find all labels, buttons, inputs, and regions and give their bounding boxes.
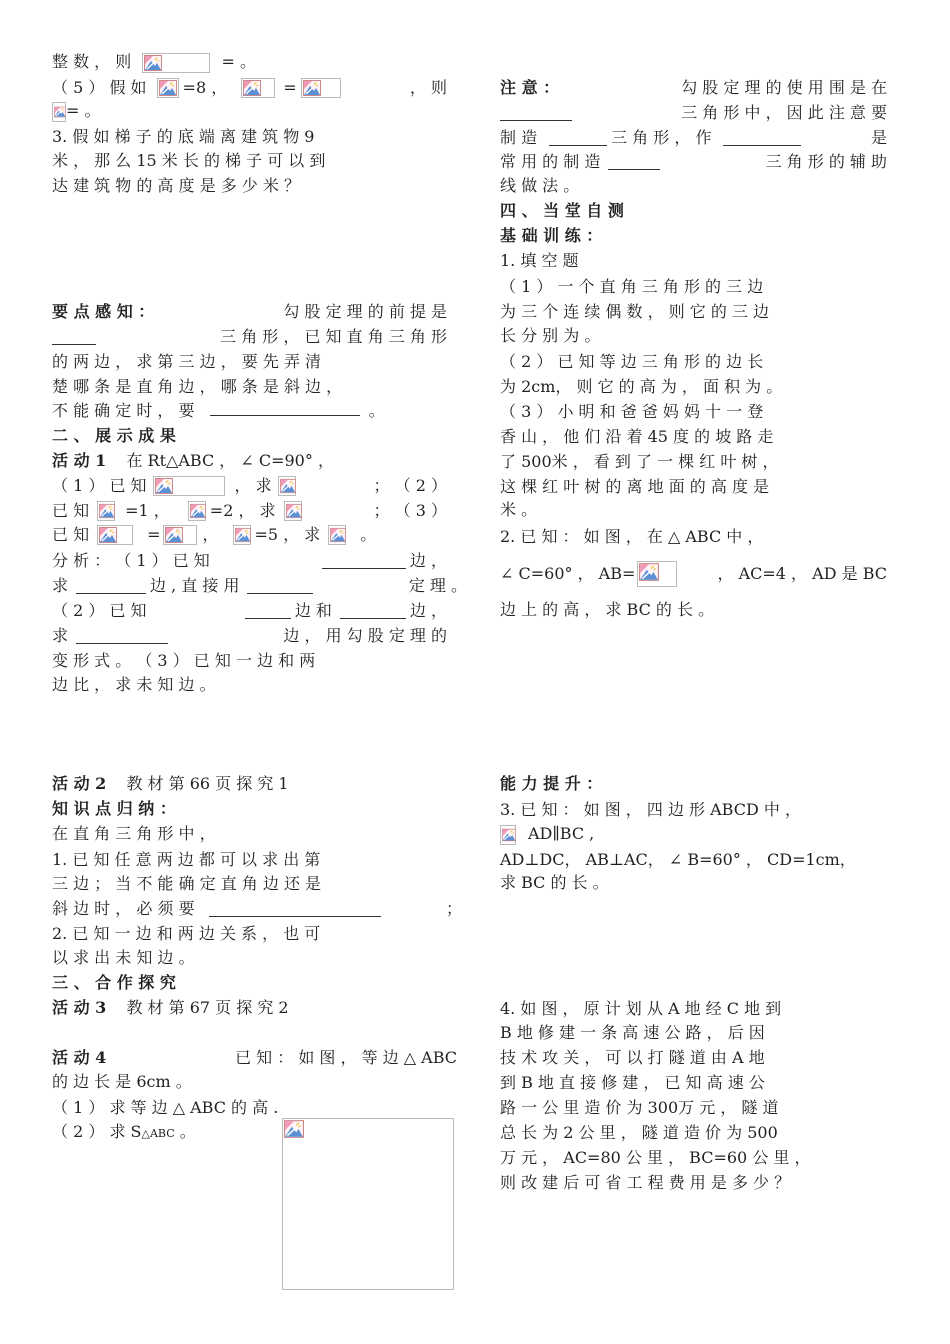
broken-image-icon	[97, 525, 133, 545]
fill-q1-line-2: 为 三 个 连 续 偶 数 ， 则 它 的 三 边	[500, 302, 770, 321]
fill-q3-line-2: 香 山 ， 他 们 沿 着 45 度 的 坡 路 走	[500, 427, 774, 446]
broken-image-icon	[241, 78, 275, 98]
key-points-line-4: 楚 哪 条 是 直 角 边 ， 哪 条 是 斜 边 ，	[52, 377, 343, 396]
knowledge-line-6: 以 求 出 未 知 边 。	[52, 948, 195, 967]
question-4-line-8: 则 改 建 后 可 省 工 程 费 用 是 多 少 ？	[500, 1173, 791, 1192]
broken-image-icon	[52, 102, 66, 122]
analysis-line-6: 边 比 ， 求 未 知 边 。	[52, 675, 216, 694]
broken-image-icon	[188, 501, 206, 521]
activity-1-line-2: （ 1 ） 已 知 ， 求 ； （ 2 ）	[52, 476, 447, 495]
analysis-line-2: 求 边 , 直 接 用 定 理 。	[52, 576, 467, 595]
fill-q3-line-3: 了 500米 ， 看 到 了 一 棵 红 叶 树 ，	[500, 452, 779, 471]
answer-blank[interactable]	[340, 604, 406, 619]
question-4-line-7: 万 元 ， AC=80 公 里 ， BC=60 公 里 ，	[500, 1148, 811, 1167]
broken-image-icon	[153, 476, 225, 496]
analysis-line-5: 变 形 式 。 （ 3 ） 已 知 一 边 和 两	[52, 651, 316, 670]
knowledge-line-4: 斜 边 时 ， 必 须 要 ；	[52, 899, 462, 918]
activity-3-line: 活 动 3 教 材 第 67 页 探 究 2	[52, 998, 289, 1017]
note-line-1: 注 意 ： 勾 股 定 理 的 使 用 围 是 在	[500, 78, 887, 97]
fill-q3-line-4: 这 棵 红 叶 树 的 离 地 面 的 高 度 是	[500, 477, 770, 496]
ability-heading: 能 力 提 升 ：	[500, 774, 603, 793]
question-4-line-4: 到 B 地 直 接 修 建 ， 已 知 高 速 公	[500, 1073, 765, 1092]
section-4-heading: 四 、 当 堂 自 测	[500, 201, 624, 220]
question-2-line-2: ∠ C=60° ， AB= ， AC=4 ， AD 是 BC	[500, 561, 887, 587]
knowledge-summary-heading: 知 识 点 归 纳 ：	[52, 799, 176, 818]
broken-image-icon	[157, 78, 179, 98]
knowledge-line-1: 在 直 角 三 角 形 中 ，	[52, 824, 216, 843]
note-line-3: 制 造 三 角 形 ， 作 是	[500, 128, 887, 147]
knowledge-line-5: 2. 已 知 一 边 和 两 边 关 系 ， 也 可	[52, 924, 321, 943]
activity-1-line-4: 已 知 = ， =5 ， 求 。	[52, 525, 377, 544]
answer-blank[interactable]	[76, 629, 168, 644]
question-3-line-2: AD∥BC ,	[500, 823, 594, 847]
note-line-5: 线 做 法 。	[500, 176, 580, 195]
figure-placeholder	[282, 1118, 454, 1290]
activity-4-line-4: （ 2 ） 求 S△ABC 。	[52, 1122, 196, 1141]
broken-image-icon	[637, 561, 677, 587]
broken-image-icon	[284, 501, 302, 521]
fill-q1-line-1: （ 1 ） 一 个 直 角 三 角 形 的 三 边	[500, 277, 764, 296]
broken-image-icon	[328, 525, 346, 545]
fill-q2-line-2: 为 2cm， 则 它 的 高 为 ， 面 积 为 。	[500, 377, 783, 396]
fill-blank-title: 1. 填 空 题	[500, 251, 579, 270]
activity-4-line-1: 活 动 4 已 知 ： 如 图 ， 等 边 △ ABC	[52, 1048, 457, 1067]
activity-1-line-1: 活 动 1 在 Rt△ABC ， ∠ C=90° ，	[52, 451, 334, 470]
ladder-question-line-3: 达 建 筑 物 的 高 度 是 多 少 米 ？	[52, 176, 300, 195]
question-3-line-4: 求 BC 的 长 。	[500, 873, 609, 892]
answer-blank[interactable]	[322, 554, 406, 569]
note-line-4: 常 用 的 制 造 三 角 形 的 辅 助	[500, 152, 887, 171]
section-2-heading: 二 、 展 示 成 果	[52, 426, 176, 445]
section-3-heading: 三 、 合 作 探 究	[52, 973, 176, 992]
analysis-line-4: 求 边 ， 用 勾 股 定 理 的	[52, 626, 447, 645]
question-2-line-3: 边 上 的 高 ， 求 BC 的 长 。	[500, 600, 715, 619]
knowledge-line-2: 1. 已 知 任 意 两 边 都 可 以 求 出 第	[52, 850, 321, 869]
question-2-line-1: 2. 已 知 ： 如 图 ， 在 △ ABC 中 ，	[500, 527, 764, 546]
fill-q3-line-5: 米 。	[500, 500, 538, 519]
activity-2-line: 活 动 2 教 材 第 66 页 探 究 1	[52, 774, 289, 793]
basic-training-heading: 基 础 训 练 ：	[500, 226, 603, 245]
key-points-line-1: 要 点 感 知 ： 勾 股 定 理 的 前 提 是	[52, 302, 447, 321]
analysis-line-1: 分 析 ： （ 1 ） 已 知 边 ，	[52, 551, 447, 570]
key-points-line-2: 三 角 形 ， 已 知 直 角 三 角 形	[52, 325, 447, 349]
key-points-line-5: 不 能 确 定 时 ， 要 。	[52, 401, 385, 420]
broken-image-icon	[163, 525, 197, 545]
broken-image-icon	[142, 53, 210, 73]
left-line-2: （ 5 ） 假 如 =8 ， = ， 则	[52, 78, 447, 97]
answer-blank[interactable]	[247, 579, 313, 594]
broken-image-icon	[500, 825, 516, 845]
question-3-line-3: AD⊥DC， AB⊥AC， ∠ B=60° ， CD=1cm，	[500, 850, 856, 869]
answer-blank[interactable]	[76, 579, 146, 594]
broken-image-icon	[233, 525, 251, 545]
fill-q2-line-1: （ 2 ） 已 知 等 边 三 角 形 的 边 长	[500, 352, 764, 371]
fill-q3-line-1: （ 3 ） 小 明 和 爸 爸 妈 妈 十 一 登	[500, 402, 764, 421]
ladder-question-line-1: 3. 假 如 梯 子 的 底 端 离 建 筑 物 9	[52, 127, 315, 146]
question-4-line-1: 4. 如 图 ， 原 计 划 从 A 地 经 C 地 到	[500, 999, 782, 1018]
broken-image-icon	[278, 476, 296, 496]
fill-q1-line-3: 长 分 别 为 。	[500, 326, 601, 345]
answer-blank[interactable]	[500, 106, 572, 121]
left-line-1: 整 数 ， 则 = 。	[52, 52, 256, 71]
answer-blank[interactable]	[723, 131, 801, 146]
answer-blank[interactable]	[549, 131, 607, 146]
key-points-line-3: 的 两 边 ， 求 第 三 边 ， 要 先 弄 清	[52, 352, 322, 371]
answer-blank[interactable]	[209, 902, 381, 917]
broken-image-icon	[301, 78, 341, 98]
activity-1-line-3: 已 知 =1 ， =2 ， 求 ； （ 3 ）	[52, 501, 447, 520]
question-3-line-1: 3. 已 知 ： 如 图 ， 四 边 形 ABCD 中 ，	[500, 800, 801, 819]
note-line-2: 三 角 形 中 ， 因 此 注 意 要	[500, 101, 887, 125]
broken-image-icon	[97, 501, 115, 521]
answer-blank[interactable]	[210, 401, 360, 416]
broken-image-icon	[284, 1120, 304, 1142]
analysis-line-3: （ 2 ） 已 知 边 和 边 ，	[52, 601, 447, 620]
answer-blank[interactable]	[608, 155, 660, 170]
question-4-line-3: 技 术 攻 关 ， 可 以 打 隧 道 由 A 地	[500, 1048, 765, 1067]
left-line-3: = 。	[52, 100, 101, 124]
knowledge-line-3: 三 边 ； 当 不 能 确 定 直 角 边 还 是	[52, 874, 322, 893]
answer-blank[interactable]	[245, 604, 291, 619]
activity-4-line-3: （ 1 ） 求 等 边 △ ABC 的 高 .	[52, 1098, 279, 1117]
question-4-line-2: B 地 修 建 一 条 高 速 公 路 ， 后 因	[500, 1023, 765, 1042]
question-4-line-6: 总 长 为 2 公 里 ， 隧 道 造 价 为 500	[500, 1123, 778, 1142]
answer-blank[interactable]	[52, 330, 96, 345]
question-4-line-5: 路 一 公 里 造 价 为 300万 元 ， 隧 道	[500, 1098, 779, 1117]
activity-4-line-2: 的 边 长 是 6cm 。	[52, 1072, 192, 1091]
ladder-question-line-2: 米 ， 那 么 15 米 长 的 梯 子 可 以 到	[52, 151, 326, 170]
